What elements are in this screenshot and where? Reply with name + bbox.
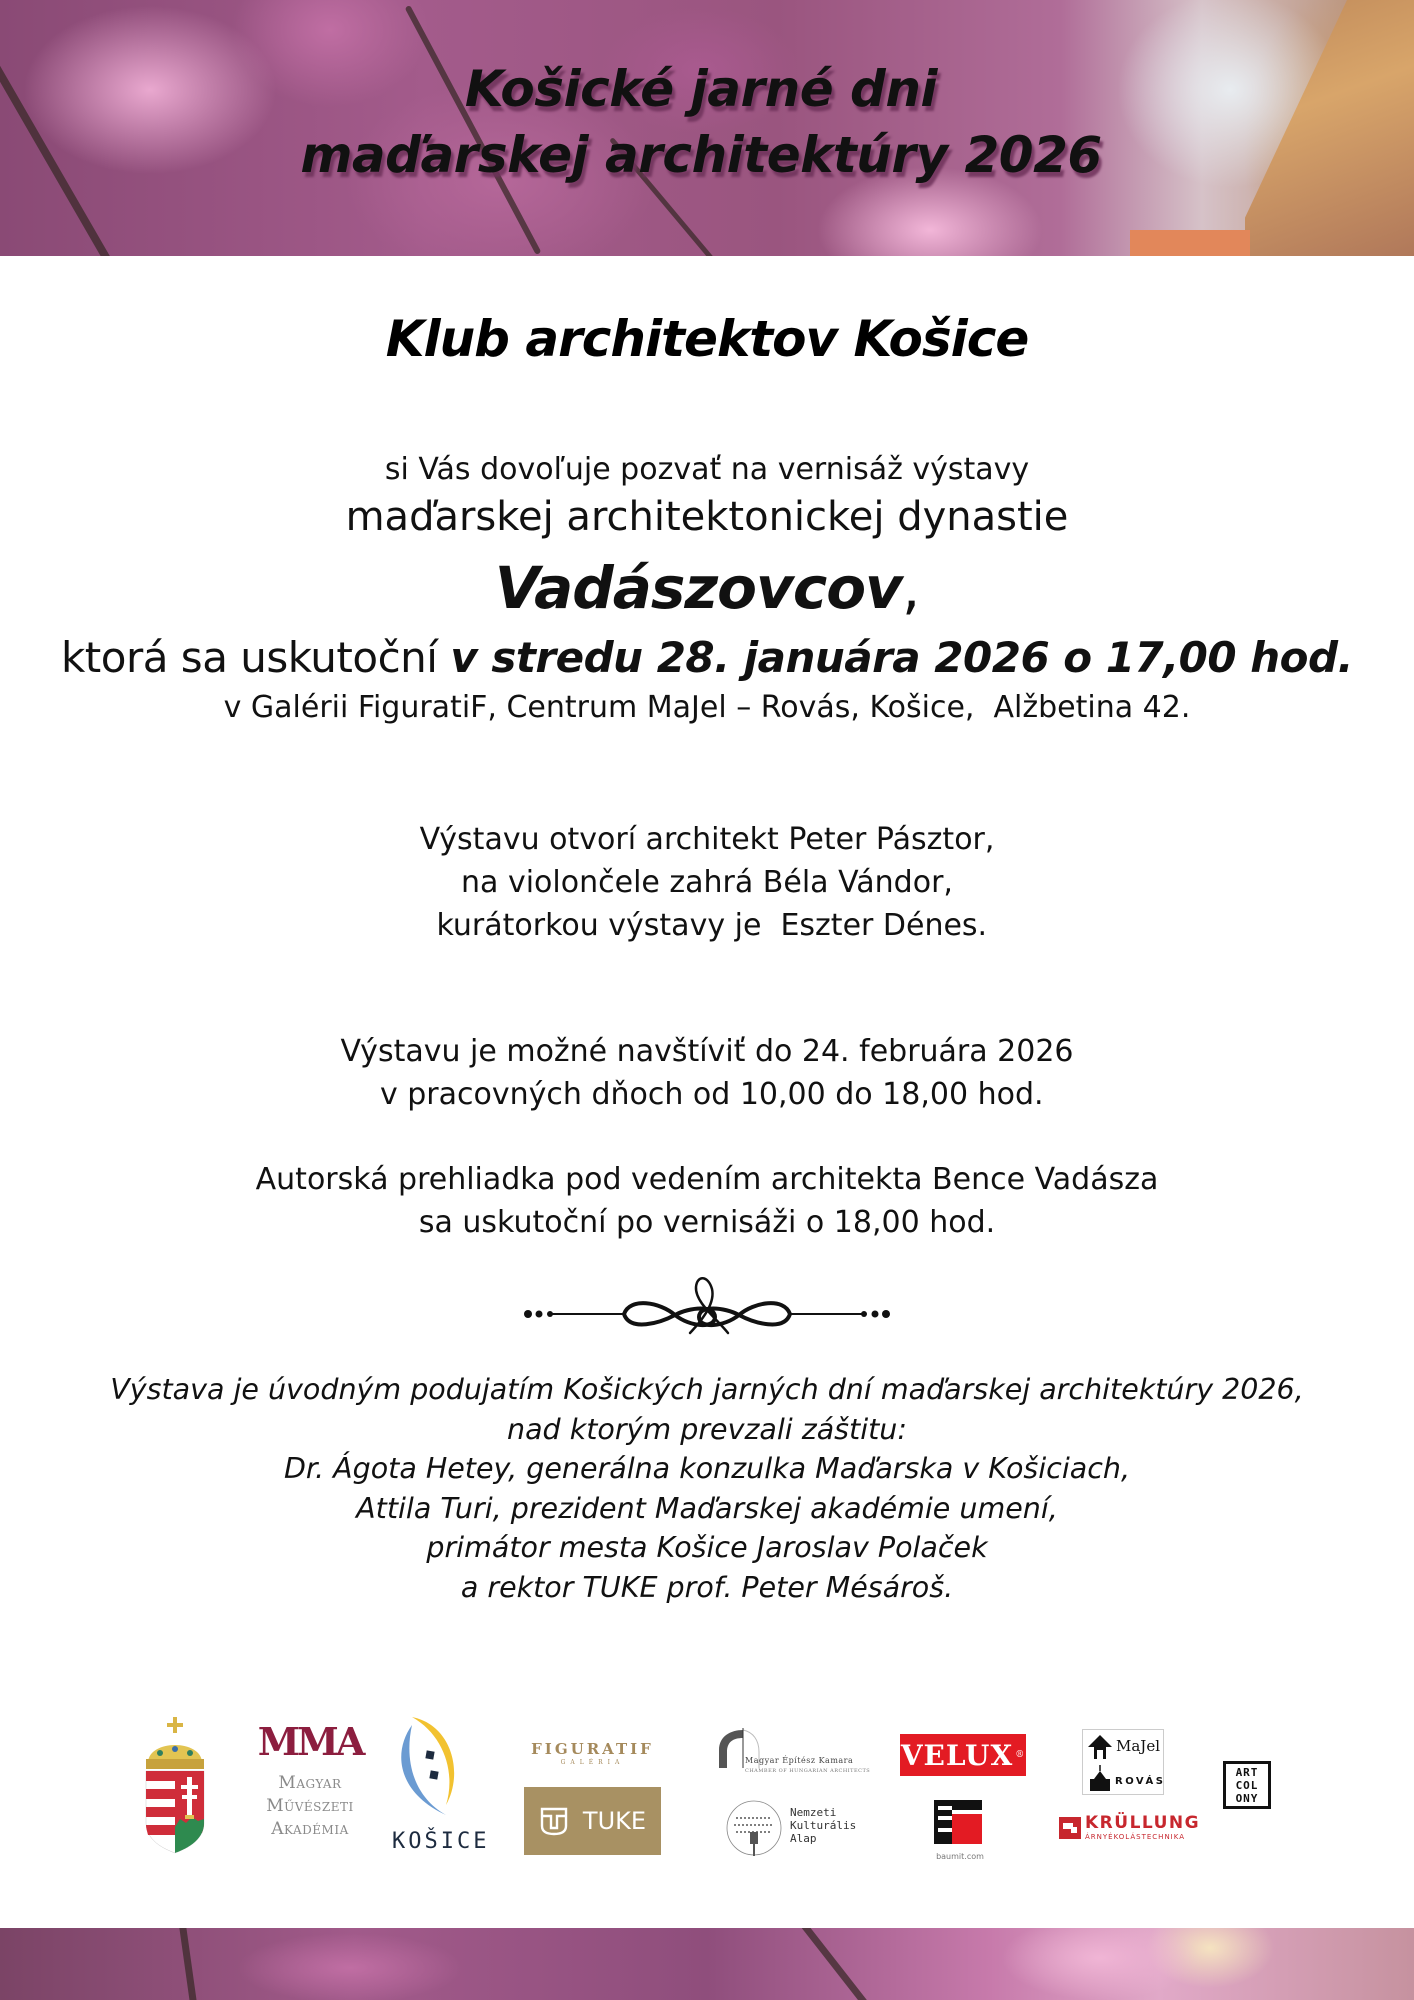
invitation-line-2: maďarskej architektonickej dynastie bbox=[345, 494, 1069, 540]
opening-line: Výstavu otvorí architekt Peter Pásztor, bbox=[419, 822, 995, 857]
nka-logo bbox=[726, 1798, 856, 1860]
kosice-city-logo bbox=[392, 1713, 490, 1863]
house-icon bbox=[1086, 1733, 1114, 1761]
visit-paragraph bbox=[0, 1030, 1414, 1116]
branch-decoration bbox=[797, 1928, 870, 2000]
roof-decoration bbox=[1130, 230, 1250, 256]
baumit-logo bbox=[932, 1798, 988, 1860]
tour-line: sa uskutoční po vernisáži o 18,00 hod. bbox=[418, 1205, 996, 1240]
mma-logo-mark: MMA bbox=[257, 1719, 363, 1764]
patronage-line: a rektor TUKE prof. Peter Mésároš. bbox=[460, 1570, 954, 1604]
mma-logo-line: Akadémia bbox=[271, 1819, 349, 1839]
nka-logo-text bbox=[790, 1806, 856, 1845]
opening-line: kurátorkou výstavy je Eszter Dénes. bbox=[426, 908, 988, 943]
event-venue: v Galérii FiguratiF, Centrum MaJel – Rovás, Košice, Alžbetina 42. bbox=[223, 690, 1191, 725]
baumit-logo-url: baumit.com bbox=[936, 1852, 984, 1861]
nka-logo-line: Nemzeti bbox=[790, 1806, 837, 1819]
header-banner-photo bbox=[0, 0, 1414, 256]
art-colony-logo bbox=[1223, 1761, 1271, 1809]
nka-logo-line: Kulturális bbox=[790, 1819, 857, 1832]
dynasty-name bbox=[0, 554, 1414, 622]
velux-registered-mark: ® bbox=[1015, 1750, 1026, 1760]
velux-logo-text: VELUX bbox=[900, 1738, 1014, 1772]
kosice-logo-text: KOŠICE bbox=[392, 1829, 490, 1854]
tuke-emblem-icon bbox=[539, 1806, 569, 1836]
krullung-mark-icon bbox=[1059, 1817, 1081, 1839]
visit-line: Výstavu je možné navštíviť do 24. februára 2026 bbox=[340, 1034, 1074, 1069]
mma-logo bbox=[250, 1719, 370, 1862]
art-colony-logo-line: ONY bbox=[1235, 1791, 1259, 1805]
hungary-coat-of-arms-logo bbox=[140, 1715, 210, 1855]
event-date-emphasis: v stredu 28. januára 2026 o 17,00 hod. bbox=[450, 633, 1354, 682]
krullung-logo bbox=[1059, 1813, 1201, 1845]
patronage-line: nad ktorým prevzali záštitu: bbox=[507, 1412, 907, 1446]
footer-banner-photo bbox=[0, 1928, 1414, 2000]
tour-line: Autorská prehliadka pod vedením architekta Bence Vadásza bbox=[255, 1162, 1159, 1197]
banner-title-line-1: Košické jarné dni bbox=[464, 60, 938, 118]
branch-decoration bbox=[178, 1928, 199, 2000]
hungarian-chamber-of-architects-logo bbox=[715, 1728, 871, 1776]
flourish-divider-icon bbox=[500, 1257, 914, 1357]
visit-line: v pracovných dňoch od 10,00 do 18,00 hod. bbox=[370, 1077, 1044, 1112]
velux-logo bbox=[900, 1734, 1026, 1776]
tuke-logo-text: TUKE bbox=[582, 1807, 647, 1835]
opening-paragraph bbox=[0, 818, 1414, 947]
majel-logo-name: MaJel bbox=[1116, 1737, 1160, 1755]
patronage-line: Výstava je úvodným podujatím Košických jarných dní maďarskej architektúry 2026, bbox=[110, 1373, 1304, 1406]
nka-logo-line: Alap bbox=[790, 1832, 817, 1845]
krullung-logo-sub: ÁRNYÉKOLÁSTECHNIKA bbox=[1085, 1833, 1186, 1841]
tuke-logo bbox=[524, 1787, 661, 1855]
event-date-prefix: ktorá sa uskutoční bbox=[60, 633, 451, 682]
tour-paragraph bbox=[0, 1158, 1414, 1244]
event-date-line bbox=[0, 633, 1414, 682]
opening-line: na violončele zahrá Béla Vándor, bbox=[461, 865, 953, 900]
dynasty-name-text: Vadászovcov bbox=[494, 554, 902, 622]
art-colony-logo-line: ART bbox=[1235, 1765, 1259, 1779]
mma-logo-text bbox=[250, 1772, 370, 1841]
invitation-line-1: si Vás dovoľuje pozvať na vernisáž výstavy bbox=[384, 452, 1030, 487]
organizer-title: Klub architektov Košice bbox=[385, 310, 1029, 368]
mek-logo-sub: CHAMBER OF HUNGARIAN ARCHITECTS bbox=[745, 1768, 871, 1774]
sponsor-logos bbox=[0, 1700, 1414, 1880]
krullung-logo-name: KRÜLLUNG bbox=[1085, 1813, 1201, 1833]
mek-logo-name: Magyar Építész Kamara bbox=[745, 1756, 854, 1765]
patronage-line: Dr. Ágota Hetey, generálna konzulka Maďarska v Košiciach, bbox=[283, 1452, 1131, 1485]
mma-logo-line: Művészeti bbox=[266, 1796, 354, 1816]
patronage-line: primátor mesta Košice Jaroslav Polaček bbox=[426, 1531, 988, 1564]
dynasty-name-comma: , bbox=[901, 554, 920, 622]
church-icon bbox=[1088, 1765, 1112, 1791]
majel-rovas-logo bbox=[1082, 1729, 1164, 1795]
banner-title-line-2: maďarskej architektúry 2026 bbox=[300, 126, 1102, 184]
banner-title bbox=[0, 56, 1408, 188]
figuratif-logo-name: FIGURATIF bbox=[531, 1740, 654, 1758]
baumit-mark-icon bbox=[932, 1798, 988, 1848]
mma-logo-line: Magyar bbox=[278, 1773, 342, 1793]
figuratif-logo-sub: GALÉRIA bbox=[560, 1759, 625, 1766]
patronage-paragraph bbox=[0, 1370, 1414, 1607]
art-colony-logo-line: COL bbox=[1235, 1778, 1259, 1792]
figuratif-gallery-logo bbox=[525, 1740, 660, 1770]
kosice-crescent-icon bbox=[392, 1713, 482, 1823]
rovas-logo-text: ROVÁS bbox=[1115, 1776, 1166, 1787]
patronage-line: Attila Turi, prezident Maďarskej akadémie umení, bbox=[356, 1491, 1058, 1525]
nka-tree-icon bbox=[726, 1798, 782, 1858]
